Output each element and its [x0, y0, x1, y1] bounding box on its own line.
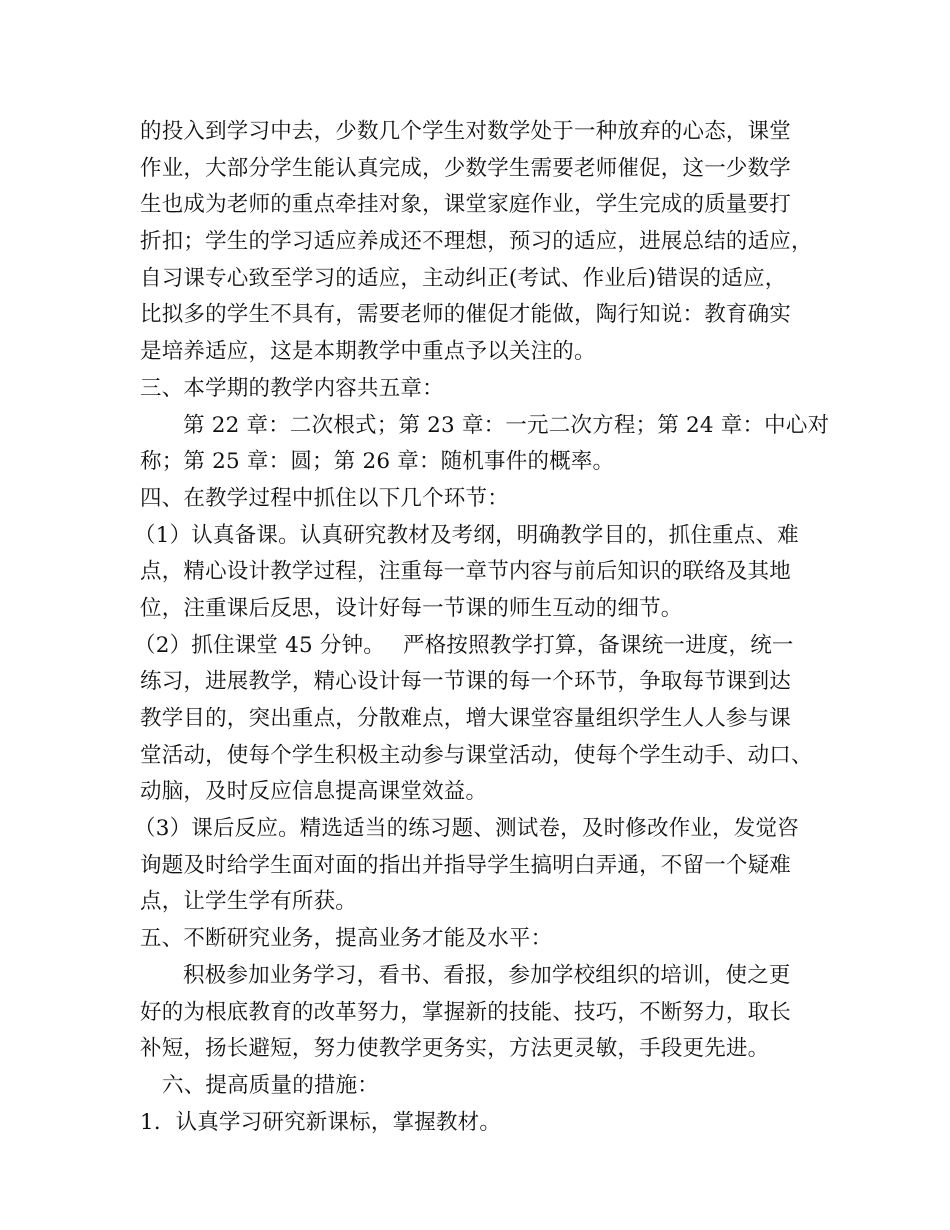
- text-line: 作业，大部分学生能认真完成，少数学生需要老师催促，这一少数学: [140, 155, 792, 181]
- text-line: 教学目的，突出重点，分散难点，增大课堂容量组织学生人人参与课: [140, 706, 792, 731]
- text-line: 练习，进展教学，精心设计每一节课的每一个环节，争取每节课到达: [140, 669, 792, 695]
- text-line: 补短，扬长避短，努力使教学更务实，方法更灵敏，手段更先进。: [140, 1036, 770, 1062]
- section-heading-4: 四、在教学过程中抓住以下几个环节：: [140, 485, 509, 511]
- text-line: 生也成为老师的重点牵挂对象，课堂家庭作业，学生完成的质量要打: [140, 192, 792, 218]
- body-text: [134, 114, 830, 1141]
- text-line: 好的为根底教育的改革努力，掌握新的技能、技巧，不断努力，取长: [140, 999, 792, 1025]
- list-item-3: （3）课后反应。精选适当的练习题、测试卷，及时修改作业，发觉咨: [134, 816, 799, 842]
- list-item-numbered-1: 1．认真学习研究新课标，掌握教材。: [140, 1109, 502, 1135]
- text-line: 比拟多的学生不具有，需要老师的催促才能做，陶行知说：教育确实: [140, 302, 792, 328]
- text-line: 的投入到学习中去，少数几个学生对数学处于一种放弃的心态，课堂: [140, 119, 792, 144]
- text-line: 第 22 章：二次根式；第 23 章：一元二次方程；第 24 章：中心对: [183, 412, 830, 438]
- list-item-1: （1）认真备课。认真研究教材及考纲，明确教学目的，抓住重点、难: [134, 522, 799, 548]
- list-item-2: （2）抓住课堂 45 分钟。 严格按照教学打算，备课统一进度，统一: [134, 632, 794, 658]
- text-line: 堂活动，使每个学生积极主动参与课堂活动，使每个学生动手、动口、: [140, 742, 813, 768]
- text-line: 积极参加业务学习，看书、看报，参加学校组织的培训，使之更: [183, 962, 791, 988]
- text-line: 折扣；学生的学习适应养成还不理想，预习的适应，进展总结的适应，: [140, 229, 813, 255]
- text-line: 点，精心设计教学过程，注重每一章节内容与前后知识的联络及其地: [140, 559, 792, 585]
- section-heading-6: 六、提高质量的措施：: [162, 1072, 380, 1098]
- section-heading-5: 五、不断研究业务，提高业务才能及水平：: [140, 926, 553, 952]
- text-line: 位，注重课后反思，设计好每一节课的师生互动的细节。: [140, 595, 683, 621]
- text-line: 动脑，及时反应信息提高课堂效益。: [140, 779, 488, 805]
- text-line: 称；第 25 章：圆；第 26 章：随机事件的概率。: [140, 449, 615, 475]
- text-line: 是培养适应，这是本期教学中重点予以关注的。: [140, 339, 596, 365]
- text-line: 自习课专心致至学习的适应，主动纠正(考试、作业后)错误的适应，: [140, 265, 787, 291]
- text-line: 点，让学生学有所获。: [140, 889, 358, 915]
- section-heading-3: 三、本学期的教学内容共五章：: [140, 375, 444, 401]
- text-line: 询题及时给学生面对面的指出并指导学生搞明白弄通，不留一个疑难: [140, 852, 792, 878]
